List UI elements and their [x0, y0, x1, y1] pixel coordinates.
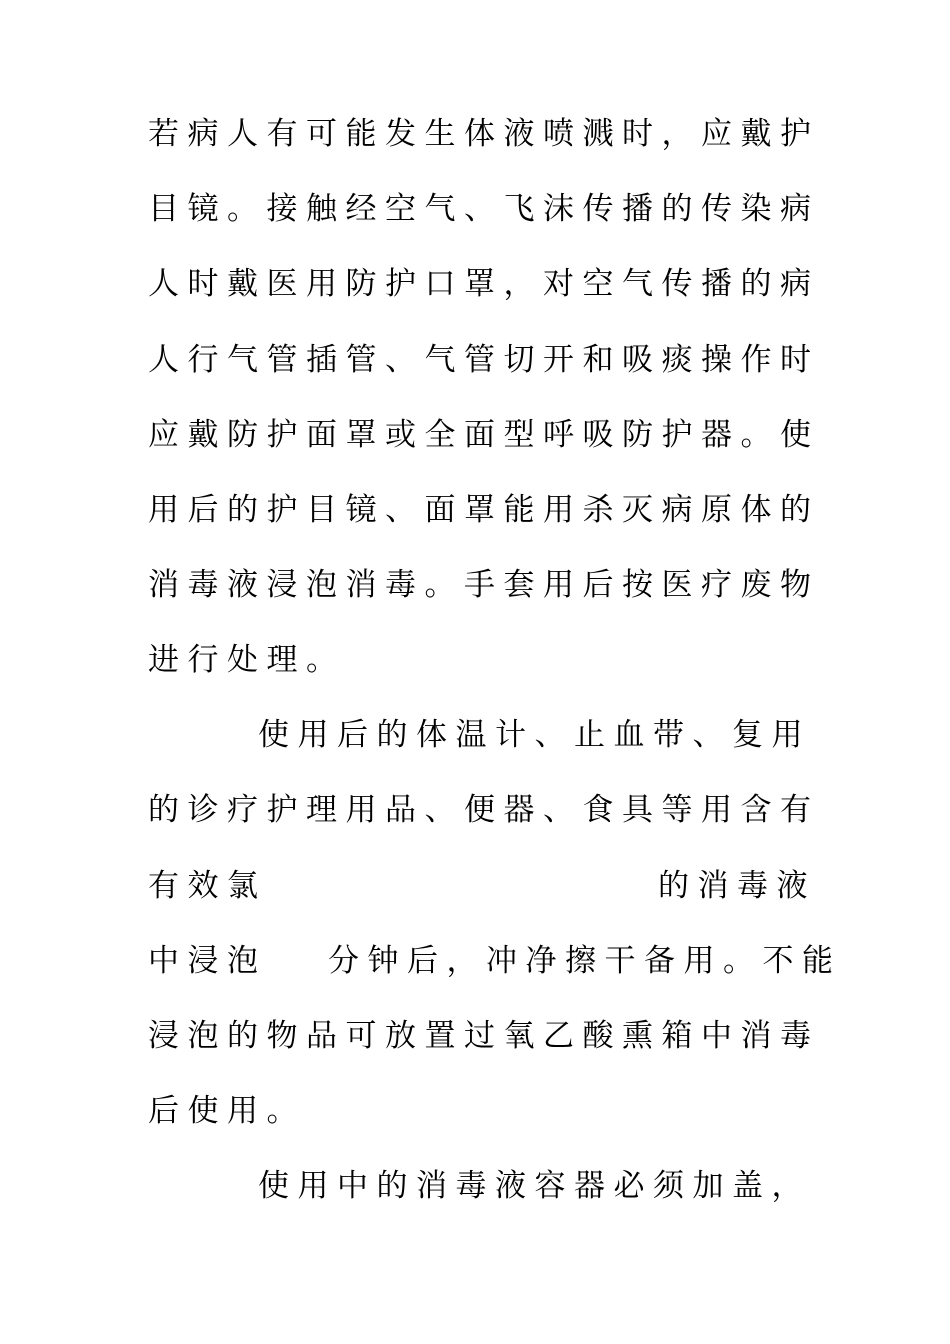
paragraph-1-line-1: 若病人有可能发生体液喷溅时，应戴护: [148, 116, 820, 152]
paragraph-2-line-5: 浸泡的物品可放置过氧乙酸熏箱中消毒: [148, 1018, 820, 1054]
paragraph-1-line-7: 消毒液浸泡消毒。手套用后按医疗废物: [148, 567, 820, 603]
paragraph-3-line-1: 使用中的消毒液容器必须加盖，: [258, 1168, 811, 1204]
paragraph-1-line-4: 人行气管插管、气管切开和吸痰操作时: [148, 342, 820, 378]
paragraph-2-line-4: [148, 941, 842, 981]
paragraph-2-line-2: 的诊疗护理用品、便器、食具等用含有: [148, 792, 820, 828]
paragraph-1-line-2: 目镜。接触经空气、飞沫传播的传染病: [148, 191, 820, 227]
paragraph-2-line-4-left: 中浸泡: [148, 943, 267, 979]
paragraph-2-line-3-left: 有效氯: [148, 868, 267, 904]
paragraph-2-line-3-right: 的消毒液: [658, 868, 816, 904]
paragraph-2-line-4-right: 分钟后，冲净擦干备用。不能: [328, 943, 842, 979]
paragraph-2-line-1: 使用后的体温计、止血带、复用: [258, 717, 811, 753]
paragraph-1-line-8: 进行处理。: [148, 642, 346, 678]
paragraph-1-line-6: 用后的护目镜、面罩能用杀灭病原体的: [148, 492, 820, 528]
paragraph-2-line-3: [148, 866, 816, 906]
paragraph-1-line-3: 人时戴医用防护口罩，对空气传播的病: [148, 266, 820, 302]
paragraph-2-line-6: 后使用。: [148, 1093, 306, 1129]
paragraph-1-line-5: 应戴防护面罩或全面型呼吸防护器。使: [148, 417, 820, 453]
